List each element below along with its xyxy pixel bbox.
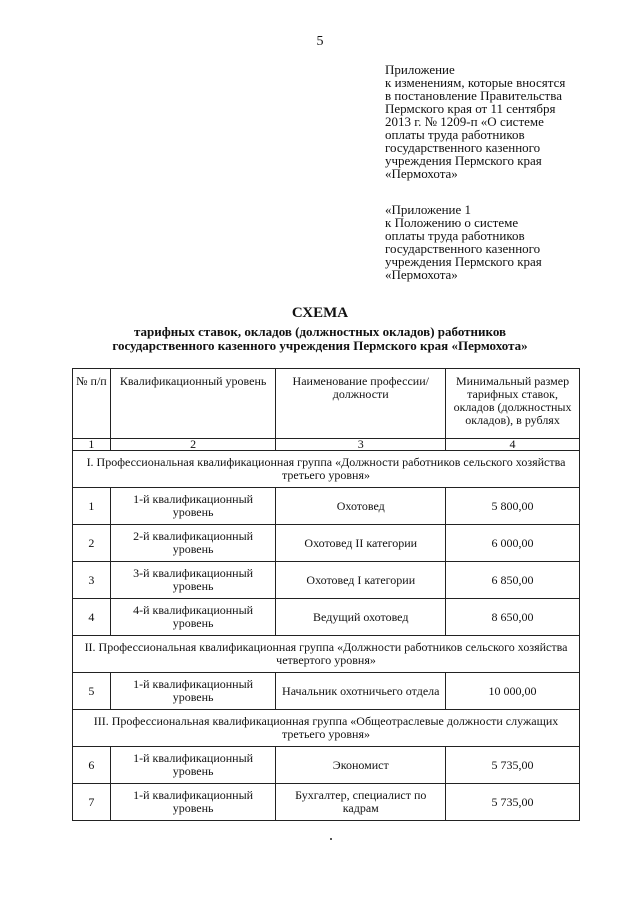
table-row	[73, 673, 580, 710]
cell-salary: 6 000,00	[446, 525, 580, 562]
group-title: III. Профессиональная квалификационная группа «Общеотраслевые должности служащих третьего уровня»	[73, 710, 580, 747]
group-title: II. Профессиональная квалификационная группа «Должности работников сельского хозяйства четвертого уровня»	[73, 636, 580, 673]
header-level: Квалификационный уровень	[110, 369, 276, 439]
cell-num: 4	[73, 599, 111, 636]
cell-salary: 8 650,00	[446, 599, 580, 636]
subtitle-line-1: тарифных ставок, окладов (должностных окладов) работников	[133, 324, 507, 339]
header-num: № п/п	[73, 369, 111, 439]
page-number: 5	[316, 34, 324, 49]
cell-num: 5	[73, 673, 111, 710]
appendix-sub-line: оплаты труда работников	[385, 228, 525, 243]
appendix-sub-line: к Положению о системе	[385, 215, 519, 230]
cell-salary: 5 800,00	[446, 488, 580, 525]
appendix-main-line: оплаты труда работников	[385, 127, 525, 142]
table-header-row	[73, 369, 580, 439]
document-title: СХЕМА	[291, 305, 349, 321]
group-header-row	[73, 710, 580, 747]
group-header-row	[73, 451, 580, 488]
appendix-main-line: Приложение	[385, 62, 455, 77]
cell-level: 3-й квалификационный уровень	[110, 562, 276, 599]
cell-salary: 5 735,00	[446, 784, 580, 821]
appendix-sub	[385, 203, 625, 281]
cell-salary: 6 850,00	[446, 562, 580, 599]
salary-table	[72, 368, 580, 821]
header-position: Наименование профессии/должности	[276, 369, 446, 439]
cell-level: 2-й квалификационный уровень	[110, 525, 276, 562]
appendix-main	[385, 63, 625, 180]
table-row	[73, 562, 580, 599]
cell-position: Начальник охотничьего отдела	[276, 673, 446, 710]
appendix-main-line: к изменениям, которые вносятся	[385, 75, 566, 90]
group-title: I. Профессиональная квалификационная группа «Должности работников сельского хозяйства третьего уровня»	[73, 451, 580, 488]
scan-dot	[330, 838, 332, 840]
cell-num: 6	[73, 747, 111, 784]
appendix-sub-line: учреждения Пермского края	[385, 254, 542, 269]
cell-position: Экономист	[276, 747, 446, 784]
appendix-sub-line: государственного казенного	[385, 241, 541, 256]
appendix-main-line: Пермского края от 11 сентября	[385, 101, 556, 116]
cell-level: 1-й квалификационный уровень	[110, 673, 276, 710]
cell-level: 4-й квалификационный уровень	[110, 599, 276, 636]
header-salary: Минимальный размер тарифных ставок, окладов (должностных окладов), в рублях	[446, 369, 580, 439]
cell-level: 1-й квалификационный уровень	[110, 784, 276, 821]
cell-num: 2	[73, 525, 111, 562]
cell-position: Охотовед II категории	[276, 525, 446, 562]
appendix-sub-line: «Приложение 1	[385, 202, 472, 217]
document-subtitle	[0, 325, 640, 353]
appendix-main-line: государственного казенного	[385, 140, 541, 155]
cell-position: Охотовед	[276, 488, 446, 525]
table-row	[73, 747, 580, 784]
cell-num: 3	[73, 562, 111, 599]
appendix-main-line: в постановление Правительства	[385, 88, 562, 103]
cell-level: 1-й квалификационный уровень	[110, 747, 276, 784]
subtitle-line-2: государственного казенного учреждения Пермского края «Пермохота»	[112, 338, 528, 353]
table-row	[73, 488, 580, 525]
appendix-main-line: учреждения Пермского края	[385, 153, 542, 168]
col-number-3: 3	[276, 439, 446, 451]
appendix-sub-line: «Пермохота»	[385, 267, 458, 282]
table-row	[73, 784, 580, 821]
cell-position: Бухгалтер, специалист по кадрам	[276, 784, 446, 821]
appendix-main-line: 2013 г. № 1209-п «О системе	[385, 114, 544, 129]
cell-num: 1	[73, 488, 111, 525]
cell-salary: 5 735,00	[446, 747, 580, 784]
cell-position: Ведущий охотовед	[276, 599, 446, 636]
column-numbers-row	[73, 439, 580, 451]
cell-salary: 10 000,00	[446, 673, 580, 710]
col-number-2: 2	[110, 439, 276, 451]
cell-num: 7	[73, 784, 111, 821]
col-number-1: 1	[73, 439, 111, 451]
group-header-row	[73, 636, 580, 673]
appendix-main-line: «Пермохота»	[385, 166, 458, 181]
col-number-4: 4	[446, 439, 580, 451]
cell-position: Охотовед I категории	[276, 562, 446, 599]
cell-level: 1-й квалификационный уровень	[110, 488, 276, 525]
table-row	[73, 525, 580, 562]
table-row	[73, 599, 580, 636]
